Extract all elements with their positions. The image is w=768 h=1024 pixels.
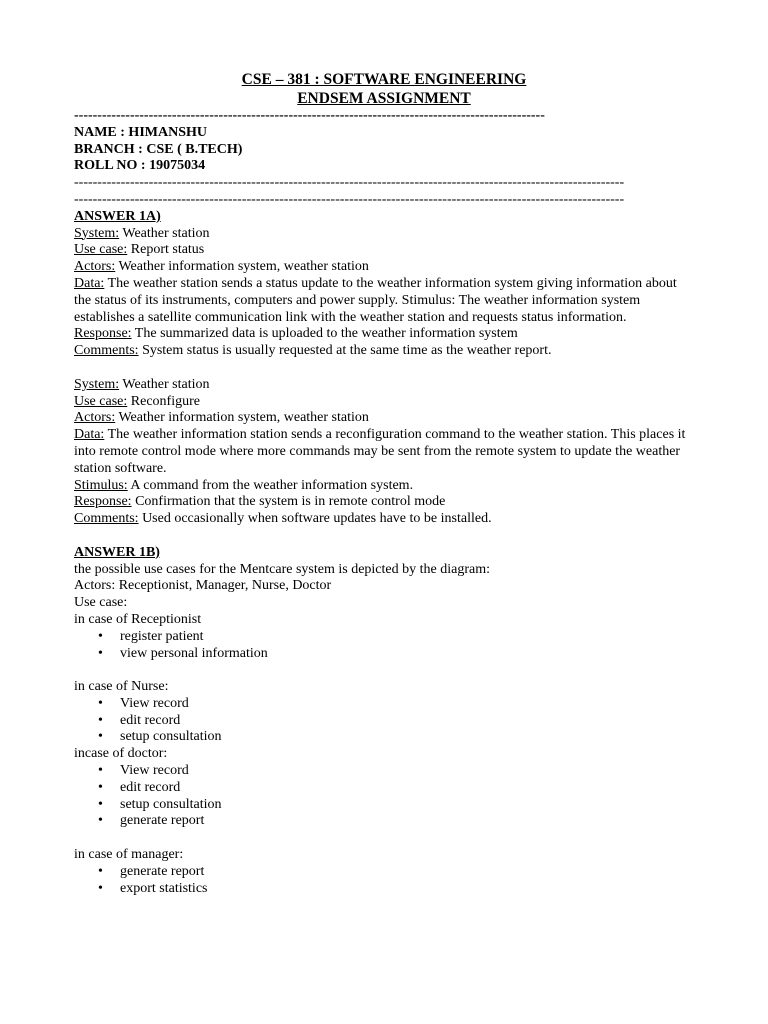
spacer	[74, 662, 694, 679]
label: System:	[74, 225, 120, 241]
label: Stimulus:	[74, 477, 128, 493]
case1-data	[74, 276, 694, 326]
label: Use case:	[74, 242, 128, 258]
student-name: NAME : HIMANSHU	[74, 124, 207, 140]
group-doctor-list	[74, 763, 694, 830]
student-roll: ROLL NO : 19075034	[74, 158, 206, 174]
group-receptionist-title: in case of Receptionist	[74, 611, 202, 627]
value: Weather station	[119, 225, 210, 241]
list-item: • export statistics	[98, 881, 694, 898]
list-item: • View record	[98, 696, 694, 713]
group-nurse-list	[74, 696, 694, 746]
value: The weather station sends a status update to the weather information system giving information about the status of its instruments, computers and power supply. Stimulus: The weather information system establishes a satellite communication link with the weather station and requests status information.	[74, 275, 677, 325]
spacer	[74, 360, 694, 377]
case2-data	[74, 427, 694, 477]
value: A command from the weather information system.	[127, 477, 414, 493]
group-doctor-title: incase of doctor:	[74, 746, 168, 762]
label: Data:	[74, 427, 105, 443]
label: Comments:	[74, 343, 139, 359]
case2-stimulus	[74, 478, 694, 495]
value: Weather information system, weather station	[115, 410, 369, 426]
group-manager-title: in case of manager:	[74, 847, 184, 863]
list-item: • generate report	[98, 813, 694, 830]
assignment-title: ENDSEM ASSIGNMENT	[297, 90, 471, 107]
divider-2: ----------------------------------------------------------------------------------------------------------------------	[74, 191, 625, 207]
list-item: • edit record	[98, 780, 694, 797]
list-item: • register patient	[98, 629, 694, 646]
case2-actors	[74, 410, 694, 427]
label: Response:	[74, 494, 132, 510]
label: Data:	[74, 275, 105, 291]
student-branch: BRANCH : CSE ( B.TECH)	[74, 141, 243, 157]
case1-comments	[74, 343, 694, 360]
group-manager-list	[74, 864, 694, 898]
value: The summarized data is uploaded to the weather information system	[131, 326, 518, 342]
label: Response:	[74, 326, 132, 342]
answer-1b-actors: Actors: Receptionist, Manager, Nurse, Doctor	[74, 578, 332, 594]
answer-1b-usecase-label: Use case:	[74, 595, 128, 611]
spacer	[74, 528, 694, 545]
value: Used occasionally when software updates have to be installed.	[138, 511, 492, 527]
value: Report status	[127, 242, 205, 258]
group-receptionist-list	[74, 629, 694, 663]
case1-usecase	[74, 242, 694, 259]
label: Use case:	[74, 393, 128, 409]
course-title: CSE – 381 : SOFTWARE ENGINEERING	[241, 71, 527, 88]
case2-system	[74, 377, 694, 394]
list-item: • View record	[98, 763, 694, 780]
value: Reconfigure	[127, 393, 200, 409]
case1-system	[74, 226, 694, 243]
answer-1b-heading: ANSWER 1B)	[74, 544, 160, 560]
list-item: • view personal information	[98, 646, 694, 663]
list-item: • setup consultation	[98, 729, 694, 746]
divider-bold: -----------------------------------------------------------------------------------------------------	[74, 108, 545, 123]
list-item: • setup consultation	[98, 797, 694, 814]
list-item: • edit record	[98, 713, 694, 730]
case1-response	[74, 326, 694, 343]
case1-actors	[74, 259, 694, 276]
value: The weather information station sends a reconfiguration command to the weather station. This places it into remote control mode where more commands may be sent from the remote system to update the weather station software.	[74, 427, 686, 476]
label: System:	[74, 376, 120, 392]
spacer	[74, 830, 694, 847]
case2-usecase	[74, 394, 694, 411]
label: Actors:	[74, 410, 116, 426]
case2-comments	[74, 511, 694, 528]
group-nurse-title: in case of Nurse:	[74, 679, 169, 695]
label: Comments:	[74, 511, 139, 527]
value: System status is usually requested at the same time as the weather report.	[138, 343, 552, 359]
divider-1: ----------------------------------------------------------------------------------------------------------------------	[74, 175, 625, 191]
case2-response	[74, 494, 694, 511]
answer-1a-heading: ANSWER 1A)	[74, 208, 161, 224]
label: Actors:	[74, 259, 116, 275]
value: Weather station	[119, 376, 210, 392]
list-item: • generate report	[98, 864, 694, 881]
value: Weather information system, weather station	[115, 259, 369, 275]
answer-1b-intro: the possible use cases for the Mentcare system is depicted by the diagram:	[74, 561, 490, 577]
value: Confirmation that the system is in remote control mode	[131, 494, 446, 510]
